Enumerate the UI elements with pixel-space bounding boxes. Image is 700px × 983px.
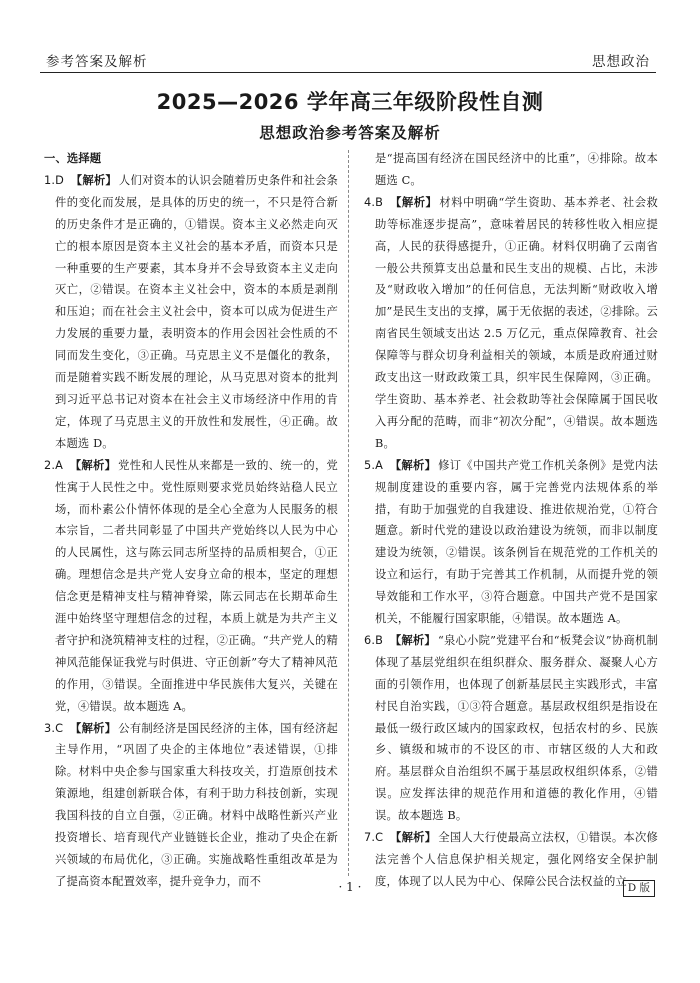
answer-item-4 (364, 192, 658, 455)
right-column (364, 148, 658, 893)
answer-item-6 (364, 630, 658, 827)
item-answer: C (55, 721, 64, 735)
page-subtitle: 思想政治参考答案及解析 (259, 124, 441, 142)
item-answer: D (55, 173, 64, 187)
item-tag: 【解析】 (70, 721, 117, 735)
version-badge: D 版 (623, 880, 655, 897)
item-answer: A (55, 458, 63, 472)
item-tag: 【解析】 (70, 173, 117, 187)
item-text: 人们对资本的认识会随着历史条件和社会条件的变化而发展，是具体的历史的统一，不只是符合新的历史条件才是正确的，①错误。资本主义必然走向灭亡的根本原因是资本主义社会的基本矛盾，而资本只是一种重要的生产要素，其本身并不会导致资本主义走向灭亡，②错误。在资本主义社会中，资本的本质是剥削和压迫；而在社会主义社会中，资本可以成为促进生产力发展的重要力量，表明资本的作用会因社会性质的不同而发生变化，③正确。马克思主义不是僵化的教条，而是随着实践不断发展的理论，从马克思对资本的批判到习近平总书记对资本在社会主义市场经济中作用的肯定，体现了马克思主义的开放性和发展性，④正确。故本题选 D。 (55, 173, 338, 450)
item-number: 2. (44, 458, 56, 472)
item-tag: 【解析】 (390, 831, 437, 845)
page-title: 2025—2026 学年高三年级阶段性自测 (156, 90, 544, 114)
item-text: “泉心小院”党建平台和“板凳会议”协商机制体现了基层党组织在组织群众、服务群众、凝聚人心方面的引领作用，也体现了创新基层民主实践形式，丰富村民自治实践，①③符合题意。基层政权组织是指设在最低一级行政区域内的国家政权，包括农村的乡、民族乡、镇级和城市的不设区的市、市辖区级的人大和政府。基层群众自治组织不属于基层政权组织体系，②错误。应发挥法律的规范作用和道德的教化作用，④错误。故本题选 B。 (375, 633, 658, 823)
item-tag: 【解析】 (390, 195, 438, 209)
header-right-subject: 思想政治 (592, 54, 650, 70)
item-tag: 【解析】 (389, 633, 436, 647)
item-text: 全国人大行使最高立法权，①错误。本次修法完善个人信息保护相关规定，强化网络安全保护制度，体现了以人民为中心、保障公民合法权益的立 (375, 831, 658, 888)
item-number: 1. (44, 173, 56, 187)
item-text-part1: 公有制经济是国民经济的主体，国有经济起主导作用，“巩固了央企的主体地位”表述错误，①排除。材料中央企参与国家重大科技攻关，打造原创技术策源地，组建创新联合体，有利于助力科技创新，实现我国科技的自立自强，②正确。材料中战略性新兴产业投资增长、培育现代产业链链长企业，推动了央企在新兴领域的布局优化，③正确。实施战略性重组改革是为了提高资本配置效率，提升竞争力，而不 (55, 721, 338, 888)
left-column (44, 148, 338, 893)
item-answer: B (375, 633, 383, 647)
section-heading: 一、选择题 (44, 152, 102, 165)
item-answer: C (375, 831, 384, 845)
answer-item-3-continuation: 是“提高国有经济在国民经济中的比重”，④排除。故本题选 C。 (375, 152, 658, 187)
item-number: 4. (364, 195, 376, 209)
header-left-title: 参考答案及解析 (46, 54, 148, 70)
item-text: 修订《中国共产党工作机关条例》是党内法规制度建设的重要内容，属于完善党内法规体系的举措，有助于加强党的自我建设、推进依规治党，①符合题意。新时代党的建设以政治建设为统领，而非以制度建设为统领，②错误。该条例旨在规范党的工作机关的设立和运行，有助于完善其工作机制，从而提升党的领导效能和工作水平，③符合题意。中国共产党不是国家机关，不能履行国家职能，④错误。故本题选 A。 (375, 458, 658, 626)
item-number: 6. (364, 633, 376, 647)
item-number: 7. (364, 831, 376, 845)
item-answer: B (375, 195, 383, 209)
answer-item-1 (44, 170, 338, 455)
item-tag: 【解析】 (389, 458, 437, 472)
header-rule (40, 72, 656, 73)
column-divider (348, 150, 349, 876)
answer-item-3 (44, 718, 338, 893)
answer-item-2 (44, 455, 338, 718)
item-answer: A (375, 458, 383, 472)
page-number: · 1 · (338, 880, 362, 894)
item-number: 5. (364, 458, 376, 472)
item-tag: 【解析】 (69, 458, 117, 472)
item-text: 党性和人民性从来都是一致的、统一的，党性寓于人民性之中。党性原则要求党员始终站稳人民立场，而朴素公仆情怀体现的是全心全意为人民服务的根本宗旨，二者共同彰显了中国共产党始终以人民为中心的人民属性，这与陈云同志所坚持的品质相契合，①正确。理想信念是共产党人安身立命的根本，坚定的理想信念更是精神支柱与精神脊梁，陈云同志在长期革命生涯中始终坚守理想信念的过程，本质上就是为共产主义者守护和浇筑精神支柱的过程，②正确。“共产党人的精神风范能保证我党与时俱进、守正创新”夸大了精神风范的作用，③错误。全面推进中华民族伟大复兴，关键在党，④错误。故本题选 A。 (55, 458, 338, 713)
item-text: 材料中明确“学生资助、基本养老、社会救助等标准逐步提高”，意味着居民的转移性收入相应提高，人民的获得感提升，①正确。材料仅明确了云南省一般公共预算支出总量和民生支出的规模、占比，未涉及“财政收入增加”的任何信息，无法判断“财政收入增加”是民生支出的支撑，属于无依据的表述，②排除。云南省民生领域支出达 2.5 万亿元，重点保障教育、社会保障等与群众切身利益相关的领域，本质是政府通过财政支出这一财政政策工具，织牢民生保障网，③正确。学生资助、基本养老、社会救助等社会保障属于国民收入再分配的范畴，而非“初次分配”，④错误。故本题选 B。 (375, 195, 658, 450)
item-number: 3. (44, 721, 56, 735)
answer-item-5 (364, 455, 658, 630)
